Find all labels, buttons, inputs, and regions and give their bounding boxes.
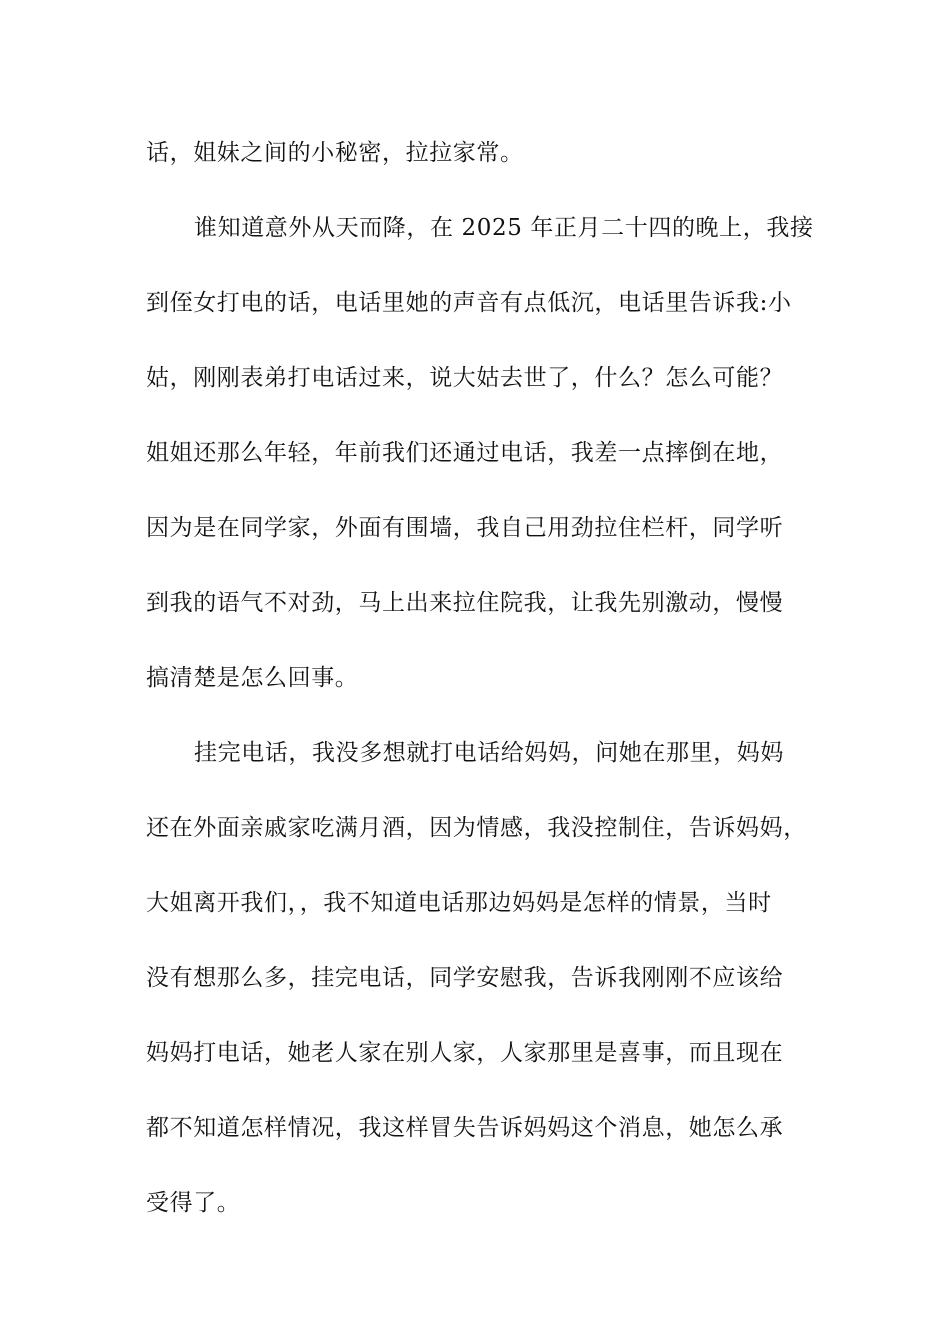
text-line: 妈妈打电话，她老人家在别人家，人家那里是喜事，而且现在 xyxy=(146,1040,784,1066)
text-line: 因为是在同学家，外面有围墙，我自己用劲拉住栏杆，同学听 xyxy=(146,515,784,541)
text-line: 受得了。 xyxy=(146,1190,241,1216)
paragraph-first-line: 挂完电话，我没多想就打电话给妈妈，问她在那里，妈妈 xyxy=(194,740,784,766)
body-text xyxy=(146,128,814,1253)
text-line: 话，姐妹之间的小秘密，拉拉家常。 xyxy=(146,140,524,166)
text-line: 搞清楚是怎么回事。 xyxy=(146,665,359,691)
text-line: 到侄女打电的话，电话里她的声音有点低沉，电话里告诉我:小 xyxy=(146,290,792,316)
text-line: 姐姐还那么年轻，年前我们还通过电话，我差一点摔倒在地， xyxy=(146,440,784,466)
text-line: 没有想那么多，挂完电话，同学安慰我，告诉我刚刚不应该给 xyxy=(146,965,784,991)
text-line: 还在外面亲戚家吃满月酒，因为情感，我没控制住，告诉妈妈， xyxy=(146,815,807,841)
text-line: 都不知道怎样情况，我这样冒失告诉妈妈这个消息，她怎么承 xyxy=(146,1115,784,1141)
text-line: 到我的语气不对劲，马上出来拉住院我，让我先别激动，慢慢 xyxy=(146,590,784,616)
paragraph-first-line: 谁知道意外从天而降，在 2025 年正月二十四的晚上，我接 xyxy=(194,215,814,241)
text-line: 大姐离开我们，，我不知道电话那边妈妈是怎样的情景，当时 xyxy=(146,890,772,916)
text-line: 姑，刚刚表弟打电话过来，说大姑去世了，什么？怎么可能？ xyxy=(146,365,784,391)
